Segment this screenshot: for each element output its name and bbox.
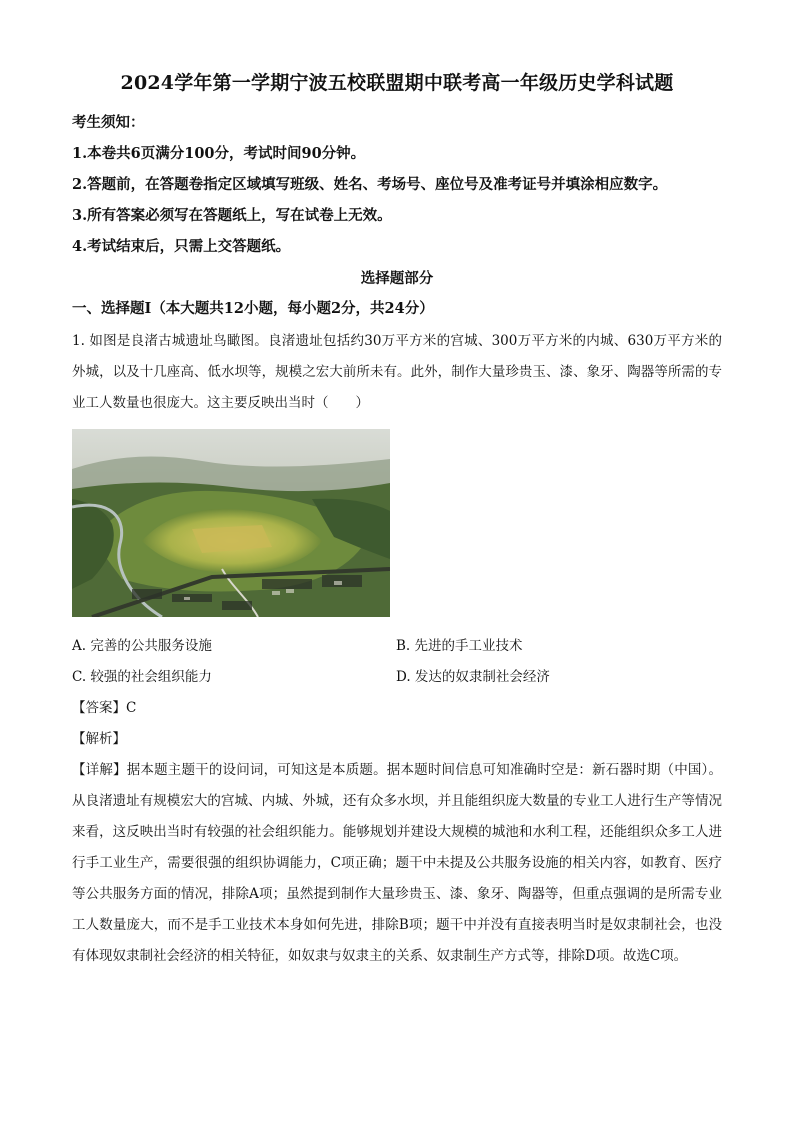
option-d: D. 发达的奴隶制社会经济 [396,669,550,685]
question-1-options [72,631,722,693]
notice-item-4: 4.考试结束后，只需上交答题纸。 [72,238,291,255]
option-c: C. 较强的社会组织能力 [72,669,212,685]
question-1-stem: 1. 如图是良渚古城遗址鸟瞰图。良渚遗址包括约30万平方米的宫城、300万平方米的内城、630万平方米的外城，以及十几座高、低水坝等，规模之宏大前所未有。此外，制作大量珍贵玉、漆、象牙、陶器等所需的专业工人数量也很庞大。这主要反映出当时（ ） [72,333,722,411]
answer-label: 【答案】C [72,700,137,716]
option-b: B. 先进的手工业技术 [396,638,523,654]
notice-item-3: 3.所有答案必须写在答题纸上，写在试卷上无效。 [72,207,392,224]
liangzhu-aerial-photo [72,429,390,617]
part-title: 一、选择题Ⅰ（本大题共12小题，每小题2分，共24分） [72,300,434,317]
analysis-text: 【详解】据本题主题干的设问词，可知这是本质题。据本题时间信息可知准确时空是：新石器时期（中国）。从良渚遗址有规模宏大的宫城、内城、外城，还有众多水坝，并且能组织庞大数量的专业工人进行生产等情况来看，这反映出当时有较强的社会组织能力。能够规划并建设大规模的城池和水利工程，还能组织众多工人进行手工业生产，需要很强的组织协调能力，C项正确；题干中未提及公共服务设施的相关内容，如教育、医疗等公共服务方面的情况，排除A项；虽然提到制作大量珍贵玉、漆、象牙、陶器等，但重点强调的是所需专业工人数量庞大，而不是手工业技术本身如何先进，排除B项；题干中并没有直接表明当时是奴隶制社会，也没有体现奴隶制社会经济的相关特征，如奴隶与奴隶主的关系、奴隶制生产方式等，排除D项。故选C项。 [72,762,722,964]
notice-item-2: 2.答题前，在答题卷指定区域填写班级、姓名、考场号、座位号及准考证号并填涂相应数字。 [72,176,668,193]
exam-page [72,68,722,972]
notice-item-1: 1.本卷共6页满分100分，考试时间90分钟。 [72,145,366,162]
analysis-label: 【解析】 [72,731,126,747]
page-title: 2024学年第一学期宁波五校联盟期中联考高一年级历史学科试题 [120,72,674,94]
option-a: A. 完善的公共服务设施 [72,638,212,654]
section-title: 选择题部分 [360,270,434,287]
notice-heading: 考生须知： [72,114,145,131]
